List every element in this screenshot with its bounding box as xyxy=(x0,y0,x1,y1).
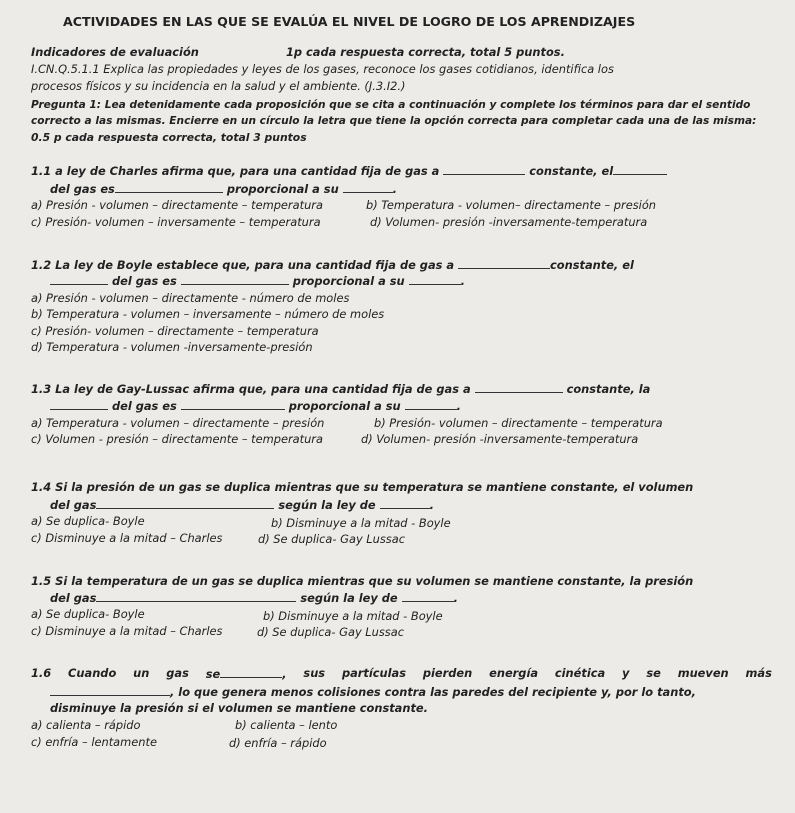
q5-text-c: . xyxy=(453,591,458,605)
q3-text-b: constante, la xyxy=(566,382,651,396)
q4-text-b: según la ley de xyxy=(278,498,376,512)
indicator-text-1: I.CN.Q.5.1.1 Explica las propiedades y leyes de los gases, reconoce los gases cotidianos, identifica los xyxy=(31,62,614,76)
q3-blank-4[interactable] xyxy=(405,398,457,410)
q1-blank-4[interactable] xyxy=(343,181,393,193)
q6-word: pierden xyxy=(422,666,473,680)
q6-option-c[interactable]: c) enfría – lentamente xyxy=(31,735,157,749)
q3-blank-1[interactable] xyxy=(475,381,563,393)
q5-option-b[interactable]: b) Disminuye a la mitad - Boyle xyxy=(263,609,443,623)
q6-option-b[interactable]: b) calienta – lento xyxy=(235,718,338,732)
q5-text-b: según la ley de xyxy=(300,591,398,605)
q5-line-2 xyxy=(50,590,458,606)
q6-word: más xyxy=(745,666,772,680)
indicator-line-2: procesos físicos y su incidencia en la salud y el ambiente. (J.3.I2.) xyxy=(31,79,406,93)
q3-option-b[interactable]: b) Presión- volumen – directamente – temperatura xyxy=(374,416,663,430)
q1-option-b[interactable]: b) Temperatura - volumen– directamente – presión xyxy=(366,198,657,212)
q5-option-c[interactable]: c) Disminuye a la mitad – Charles xyxy=(31,624,223,638)
q3-text-c: del gas es xyxy=(111,399,177,413)
q2-text-e: . xyxy=(460,274,465,288)
q4-blank-1[interactable] xyxy=(96,497,274,509)
q5-blank-1[interactable] xyxy=(96,590,296,602)
q1-option-a[interactable]: a) Presión - volumen – directamente – temperatura xyxy=(31,198,323,212)
q2-text-b: constante, el xyxy=(550,258,634,272)
q4-option-c[interactable]: c) Disminuye a la mitad – Charles xyxy=(31,531,223,545)
q4-text-a: del gas xyxy=(50,498,97,512)
q1-blank-3[interactable] xyxy=(115,181,223,193)
q3-option-d[interactable]: d) Volumen- presión -inversamente-temperatura xyxy=(361,432,639,446)
q2-blank-1[interactable] xyxy=(458,257,550,269)
q3-option-a[interactable]: a) Temperatura - volumen – directamente – presión xyxy=(31,416,325,430)
q6-word: 1.6 xyxy=(31,666,52,680)
q1-option-c[interactable]: c) Presión- volumen – inversamente – temperatura xyxy=(31,215,321,229)
q4-option-a[interactable]: a) Se duplica- Boyle xyxy=(31,514,145,528)
q2-option-b[interactable]: b) Temperatura - volumen – inversamente – número de moles xyxy=(31,307,385,321)
q6-word: mueven xyxy=(677,666,729,680)
q1-blank-1[interactable] xyxy=(443,163,525,175)
q6-option-d[interactable]: d) enfría – rápido xyxy=(229,736,327,750)
indicator-line-1 xyxy=(31,62,777,77)
instruction-line-2: correcto a las mismas. Encierre en un círculo la letra que tiene la opción correcta para completar cada una de las misma: xyxy=(31,115,757,127)
q2-text-c: del gas es xyxy=(111,274,177,288)
instruction-line-1: Pregunta 1: Lea detenidamente cada proposición que se cita a continuación y complete los términos para dar el sentido xyxy=(31,99,751,111)
q2-text-a: 1.2 La ley de Boyle establece que, para una cantidad fija de gas a xyxy=(31,258,455,272)
q2-blank-2[interactable] xyxy=(50,273,108,285)
q6-word: se xyxy=(646,666,661,680)
q6-word: cinética xyxy=(554,666,606,680)
q4-option-b[interactable]: b) Disminuye a la mitad - Boyle xyxy=(271,516,451,530)
q2-line-1 xyxy=(31,257,634,273)
q1-text-b: constante, el xyxy=(529,164,614,178)
instruction-points: 0.5 p cada respuesta correcta, total 3 puntos xyxy=(31,131,307,144)
q6-line-2 xyxy=(50,684,696,700)
q3-text-e: . xyxy=(456,399,461,413)
page-title: ACTIVIDADES EN LAS QUE SE EVALÚA EL NIVEL DE LOGRO DE LOS APRENDIZAJES xyxy=(63,14,636,29)
q6-word: energía xyxy=(489,666,539,680)
q2-option-a[interactable]: a) Presión - volumen – directamente - número de moles xyxy=(31,291,350,305)
q6-line-3: disminuye la presión si el volumen se mantiene constante. xyxy=(50,701,428,715)
q2-text-d: proporcional a su xyxy=(292,274,405,288)
q1-text-e: . xyxy=(392,182,397,196)
points-note: 1p cada respuesta correcta, total 5 puntos. xyxy=(286,45,565,59)
q5-blank-2[interactable] xyxy=(402,590,454,602)
q6-blank-2[interactable] xyxy=(50,684,170,696)
q3-line-2 xyxy=(50,398,461,414)
q1-line-1 xyxy=(31,163,667,179)
q6-blank-1[interactable] xyxy=(220,666,282,678)
q5-text-a: del gas xyxy=(50,591,97,605)
q2-line-2 xyxy=(50,273,465,289)
q2-option-c[interactable]: c) Presión- volumen – directamente – temperatura xyxy=(31,324,319,338)
q6-line-1 xyxy=(31,666,772,682)
q1-option-d[interactable]: d) Volumen- presión -inversamente-temperatura xyxy=(370,215,648,229)
q4-text-c: . xyxy=(429,498,434,512)
q6-word: un xyxy=(133,666,150,680)
q1-blank-2[interactable] xyxy=(613,163,667,175)
q6-word: gas xyxy=(166,666,189,680)
indicators-label: Indicadores de evaluación xyxy=(31,45,199,59)
q6-word: partículas xyxy=(341,666,406,680)
q3-option-c[interactable]: c) Volumen - presión – directamente – temperatura xyxy=(31,432,323,446)
q3-blank-2[interactable] xyxy=(50,398,108,410)
q3-text-a: 1.3 La ley de Gay-Lussac afirma que, para una cantidad fija de gas a xyxy=(31,382,471,396)
q6-word: se xyxy=(205,667,221,681)
q3-line-1 xyxy=(31,381,650,397)
q6-option-a[interactable]: a) calienta – rápido xyxy=(31,718,141,732)
q2-option-d[interactable]: d) Temperatura - volumen -inversamente-presión xyxy=(31,340,313,354)
q5-option-d[interactable]: d) Se duplica- Gay Lussac xyxy=(257,625,404,639)
q1-text-d: proporcional a su xyxy=(226,182,339,196)
q1-text-c: del gas es xyxy=(50,182,115,196)
q3-text-d: proporcional a su xyxy=(288,399,401,413)
q4-blank-2[interactable] xyxy=(380,497,430,509)
q5-line-1: 1.5 Si la temperatura de un gas se duplica mientras que su volumen se mantiene constante, la presión xyxy=(31,574,694,588)
q6-word: , xyxy=(282,667,287,681)
q6-word: Cuando xyxy=(68,666,117,680)
q1-line-2 xyxy=(50,181,397,197)
q2-blank-4[interactable] xyxy=(409,273,461,285)
q4-option-d[interactable]: d) Se duplica- Gay Lussac xyxy=(258,532,405,546)
q3-blank-3[interactable] xyxy=(181,398,285,410)
q5-option-a[interactable]: a) Se duplica- Boyle xyxy=(31,607,145,621)
q4-line-2 xyxy=(50,497,434,513)
q4-line-1: 1.4 Si la presión de un gas se duplica mientras que su temperatura se mantiene constante, el volumen xyxy=(31,480,694,494)
q1-text-a: 1.1 a ley de Charles afirma que, para una cantidad fija de gas a xyxy=(31,164,440,178)
q2-blank-3[interactable] xyxy=(181,273,289,285)
q6-word: sus xyxy=(303,666,326,680)
q6-word: y xyxy=(622,666,630,680)
q6-text-b: , lo que genera menos colisiones contra las paredes del recipiente y, por lo tanto, xyxy=(170,685,696,699)
